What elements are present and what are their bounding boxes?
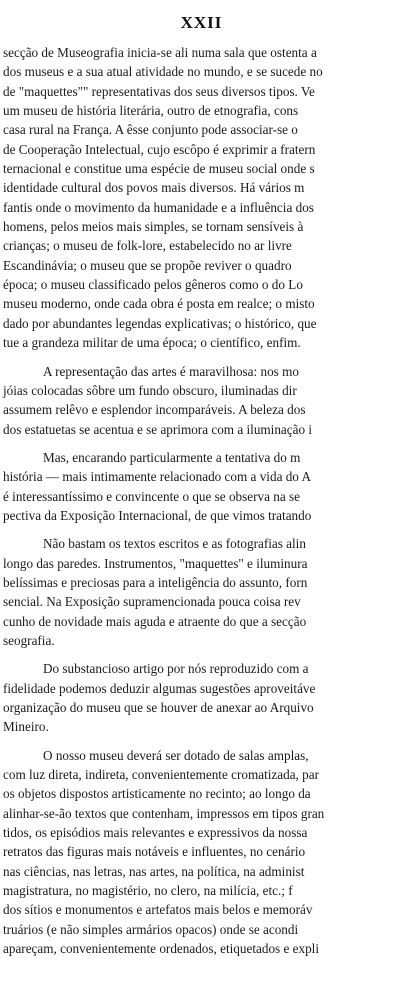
text-line: Não bastam os textos escritos e as fotografias alin	[43, 536, 306, 552]
text-line: seografia.	[3, 632, 55, 648]
text-line: magistratura, no magistério, no clero, na milícia, etc.; f	[3, 883, 293, 899]
text-line: casa rural na França. A êsse conjunto pode associar-se o	[3, 122, 298, 138]
text-line: secção de Museografia inicia-se ali numa sala que ostenta a	[3, 45, 317, 60]
text-line: tue a grandeza militar de uma época; o científico, enfim.	[3, 335, 301, 351]
text-line: tidos, os episódios mais relevantes e expressivos da nossa	[3, 825, 308, 841]
text-line: organização do museu que se houver de anexar ao Arquivo	[3, 700, 314, 715]
text-line: dos museus e a sua atual atividade no mundo, e se sucede no	[3, 64, 323, 80]
text-line: fidelidade podemos deduzir algumas sugestões aproveitáve	[3, 680, 316, 696]
text-line: nas ciências, nas letras, nas artes, na política, na administ	[3, 863, 305, 879]
text-line: dos sítios e monumentos e artefatos mais belos e memoráv	[3, 902, 313, 918]
paragraph	[3, 746, 403, 959]
text-line: belíssimas e preciosas para a inteligência do assunto, forn	[3, 574, 308, 590]
text-line: assumem relêvo e esplendor incomparáveis. A beleza dos	[3, 402, 306, 418]
text-line: é interessantíssimo e convincente o que se observa na se	[3, 488, 300, 504]
paragraph-gap	[3, 525, 403, 534]
text-line: dado por abundantes legendas explicativas; o histórico, que	[3, 315, 317, 331]
text-line: homens, pelos meios mais simples, se tornam sensíveis à	[3, 219, 304, 235]
text-line: longo das paredes. Instrumentos, "maquettes" e iluminura	[3, 555, 308, 571]
text-line: Mineiro.	[3, 719, 49, 735]
text-line: de Cooperação Intelectual, cujo escôpo é exprimir a fratern	[3, 141, 316, 157]
text-line: época; o museu classificado pelos gêneros como o do Lo	[3, 277, 303, 293]
text-line: fantis onde o movimento da humanidade e a influência dos	[3, 199, 314, 215]
page-number: XXII	[180, 13, 223, 32]
text-line: crianças; o museu de folk-lore, estabelecido no ar livre	[3, 238, 292, 254]
text-line: os objetos dispostos artisticamente no recinto; ao longo da	[3, 786, 311, 802]
text-line: retratos das figuras mais notáveis e influentes, no cenário	[3, 844, 306, 860]
text-line: A representação das artes é maravilhosa: nos mo	[43, 363, 299, 379]
text-line: truários (e não simples armários opacos) onde se acondi	[3, 921, 299, 937]
paragraph-gap	[3, 650, 403, 659]
text-line: alinhar-se-ão textos que contenham, impressos em tipos gran	[3, 805, 325, 821]
paragraph	[3, 448, 403, 525]
text-line: pectiva da Exposição Internacional, de que vimos tratando	[3, 507, 312, 523]
text-line: Escandinávia; o museu que se propõe reviver o quadro	[3, 257, 292, 273]
body-text	[3, 43, 403, 958]
text-line: apareçam, convenientemente ordenados, etiquetados e expli	[3, 941, 319, 957]
paragraph	[3, 362, 403, 439]
text-line: dos estatuetas se acentua e se aprimora com a iluminação i	[3, 421, 313, 437]
paragraph	[3, 534, 403, 650]
text-line: de "maquettes"" representativas dos seus diversos tipos. Ve	[3, 83, 315, 99]
text-line: um museu de história literária, outro de etnografia, cons	[3, 103, 299, 119]
paragraph-gap	[3, 353, 403, 362]
text-line: ternacional e constitue uma espécie de museu social onde s	[3, 161, 315, 177]
paragraph-gap	[3, 439, 403, 448]
text-line: cunho de novidade mais aguda e atraente do que a secção	[3, 613, 307, 629]
text-line: museu moderno, onde cada obra é posta em realce; o misto	[3, 296, 315, 312]
paragraph-gap	[3, 737, 403, 746]
text-line: Do substancioso artigo por nós reproduzido com a	[43, 661, 309, 677]
text-line: Mas, encarando particularmente a tentativa do m	[43, 449, 301, 465]
text-line: com luz direta, indireta, convenientemente cromatizada, par	[3, 767, 319, 783]
paragraph	[3, 659, 403, 736]
text-line: jóias colocadas sôbre um fundo obscuro, iluminadas dir	[3, 382, 297, 398]
text-line: identidade cultural dos povos mais diversos. Há vários m	[3, 180, 305, 196]
text-line: história — mais intimamente relacionado com a vida do A	[3, 469, 311, 485]
paragraph	[3, 43, 403, 353]
text-line: sencial. Na Exposição supramencionada pouca coisa rev	[3, 594, 301, 610]
text-line: O nosso museu deverá ser dotado de salas amplas,	[43, 747, 309, 763]
